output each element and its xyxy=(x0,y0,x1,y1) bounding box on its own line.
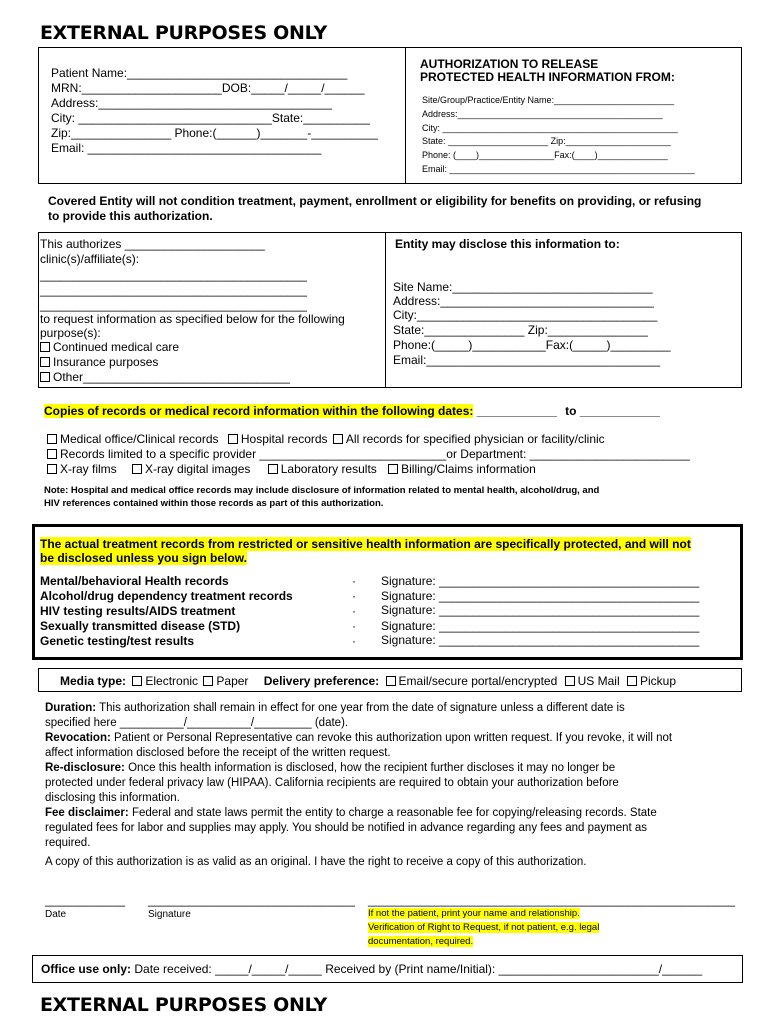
header-title-top: EXTERNAL PURPOSES ONLY xyxy=(40,22,327,44)
purpose-insurance-label: Insurance purposes xyxy=(53,355,159,369)
disclose-state-zip-field[interactable]: State:_______________ Zip:_______________ xyxy=(393,323,648,337)
purpose-continued-care[interactable] xyxy=(40,340,179,354)
checkbox-icon[interactable] xyxy=(47,434,57,444)
fee-para xyxy=(45,806,745,821)
records-row-1 xyxy=(47,432,605,446)
dates-label: Copies of records or medical record information within the following dates: xyxy=(44,404,474,418)
purpose-text-2: purpose(s): xyxy=(40,326,101,340)
purpose-other-label: Other_______________________________ xyxy=(53,370,290,384)
sensitive-signature-field[interactable] xyxy=(381,603,699,617)
disclose-title: Entity may disclose this information to: xyxy=(395,237,620,251)
bullet-icon: · xyxy=(352,589,356,603)
bullet-icon: · xyxy=(352,619,356,633)
signature-line-main[interactable]: _______________________________ xyxy=(148,893,355,907)
bullet-icon: · xyxy=(352,574,356,588)
checkbox-icon[interactable] xyxy=(132,676,142,686)
media-paper-label: Paper xyxy=(216,674,249,688)
dates-from-field[interactable]: ____________ xyxy=(476,404,557,418)
sensitive-item: Mental/behavioral Health records xyxy=(40,574,229,588)
delivery-portal-label: Email/secure portal/encrypted xyxy=(398,674,558,688)
checkbox-icon[interactable] xyxy=(565,676,575,686)
sensitive-line-2-text: be disclosed unless you sign below. xyxy=(40,551,247,565)
record-limited-label[interactable]: Records limited to a specific provider ____________________________or Department: ________________________ xyxy=(60,447,690,461)
release-title-2: PROTECTED HEALTH INFORMATION FROM: xyxy=(420,70,675,84)
patient-name-field[interactable]: Patient Name:_________________________________ xyxy=(51,66,348,80)
copy-statement: A copy of this authorization is as valid as an original. I have the right to receive a copy of this authorization. xyxy=(45,856,587,868)
records-row-3 xyxy=(47,462,536,476)
checkbox-icon[interactable] xyxy=(47,449,57,459)
disclose-city-field[interactable]: City:____________________________________ xyxy=(393,308,658,322)
checkbox-icon[interactable] xyxy=(333,434,343,444)
redisclosure-text-1: Once this health information is disclosed, how the recipient further discloses it may no longer be xyxy=(128,762,616,774)
fee-label: Fee disclaimer: xyxy=(45,807,129,819)
purpose-insurance[interactable] xyxy=(40,355,158,369)
checkbox-icon[interactable] xyxy=(47,464,57,474)
signature-note xyxy=(368,907,599,949)
date-line[interactable]: ____________ xyxy=(45,893,126,907)
disclose-site-field[interactable]: Site Name:______________________________ xyxy=(393,280,653,294)
note-line-1: Note: Hospital and medical office records may include disclosure of information related to mental health, alcohol/drug, and xyxy=(44,485,600,496)
signature-note-2: Verification of Right to Request, if not patient, e.g. legal xyxy=(368,922,600,933)
sensitive-item: HIV testing results/AIDS treatment xyxy=(40,604,236,618)
dates-row xyxy=(44,404,660,418)
purpose-text-1: to request information as specified below for the following xyxy=(40,312,345,326)
checkbox-icon[interactable] xyxy=(132,464,142,474)
signature-label: Signature: xyxy=(381,619,436,633)
duration-text-1: This authorization shall remain in effect for one year from the date of signature unless a different date is xyxy=(99,702,625,714)
disclose-email-field[interactable]: Email:___________________________________ xyxy=(393,353,660,367)
office-use-fields[interactable]: Date received: _____/_____/_____ Received by (Print name/Initial): ________________________/______ xyxy=(134,962,703,976)
affiliate-line-1[interactable]: ________________________________________ xyxy=(40,268,307,282)
delivery-preference-label: Delivery preference: xyxy=(263,674,380,688)
checkbox-icon[interactable] xyxy=(268,464,278,474)
signature-note-3: documentation, required. xyxy=(368,936,474,947)
signature-label: Signature: xyxy=(381,589,436,603)
signature-label-main: Signature xyxy=(148,909,191,920)
fee-text-3: required. xyxy=(45,837,91,849)
checkbox-icon[interactable] xyxy=(40,357,50,367)
record-medical-office-label: Medical office/Clinical records xyxy=(60,432,219,446)
record-lab-label: Laboratory results xyxy=(280,462,377,476)
release-address-field[interactable]: Address:_________________________________________ xyxy=(422,109,663,119)
sensitive-item: Genetic testing/test results xyxy=(40,634,195,648)
disclose-address-field[interactable]: Address:________________________________ xyxy=(393,294,654,308)
redisclosure-para xyxy=(45,761,745,776)
patient-address-field[interactable]: Address:___________________________________ xyxy=(51,96,332,110)
sensitive-item: Sexually transmitted disease (STD) xyxy=(40,619,241,633)
patient-release-divider xyxy=(405,47,406,184)
checkbox-icon[interactable] xyxy=(40,372,50,382)
fee-text-2: regulated fees for labor and supplies may apply. You should be notified in advance regarding any fees and payment as xyxy=(45,822,648,834)
dates-to-field[interactable]: ____________ xyxy=(579,404,660,418)
signature-label: Signature: xyxy=(381,633,436,647)
record-all-label: All records for specified physician or facility/clinic xyxy=(345,432,605,446)
media-electronic-label: Electronic xyxy=(145,674,199,688)
date-label: Date xyxy=(45,909,67,920)
release-city-field[interactable]: City: _______________________________________________ xyxy=(422,123,678,133)
header-title-bottom: EXTERNAL PURPOSES ONLY xyxy=(40,994,327,1016)
signature-label: Signature: xyxy=(381,603,436,617)
authorizes-clinic-field[interactable]: This authorizes _____________________ xyxy=(40,237,265,251)
purpose-other[interactable] xyxy=(40,370,290,384)
disclose-phone-fax-field[interactable]: Phone:(_____)___________Fax:(_____)_________ xyxy=(393,338,671,352)
sensitive-signature-field[interactable] xyxy=(381,574,699,588)
record-xray-digital-label: X-ray digital images xyxy=(145,462,251,476)
signature-line[interactable]: _______________________________________ xyxy=(439,619,700,633)
print-name-line[interactable]: _______________________________________________________ xyxy=(368,893,736,907)
authorizes-affiliates-label: clinic(s)/affiliate(s): xyxy=(40,252,140,266)
affiliate-line-3[interactable]: ________________________________________ xyxy=(40,298,307,312)
terms-block xyxy=(45,701,745,870)
signature-line[interactable]: _______________________________________ xyxy=(439,603,700,617)
bullet-icon: · xyxy=(352,634,356,648)
sensitive-item: Alcohol/drug dependency treatment records xyxy=(40,589,293,603)
records-row-2 xyxy=(47,447,690,461)
record-hospital-label: Hospital records xyxy=(240,432,328,446)
sensitive-line-2 xyxy=(40,551,247,565)
revocation-para xyxy=(45,731,745,746)
checkbox-icon[interactable] xyxy=(386,676,396,686)
revocation-label: Revocation: xyxy=(45,732,111,744)
sensitive-line-1-text: The actual treatment records from restricted or sensitive health information are specifically protected, and will not xyxy=(40,537,691,551)
duration-para xyxy=(45,701,745,716)
signature-note-1: If not the patient, print your name and relationship. xyxy=(368,908,580,919)
checkbox-icon[interactable] xyxy=(40,342,50,352)
sensitive-line-1 xyxy=(40,537,691,551)
signature-label: Signature: xyxy=(381,574,436,588)
redisclosure-label: Re-disclosure: xyxy=(45,762,125,774)
delivery-mail-label: US Mail xyxy=(577,674,620,688)
affiliate-line-2[interactable]: ________________________________________ xyxy=(40,283,307,297)
mrn-dob-field[interactable]: MRN:_____________________DOB:_____/_____/______ xyxy=(51,81,365,95)
redisclosure-text-3: disclosing this information. xyxy=(45,792,180,804)
media-row xyxy=(60,674,676,688)
media-type-label: Media type: xyxy=(60,674,127,688)
signature-line[interactable]: _______________________________________ xyxy=(439,574,700,588)
revocation-text-2: affect information disclosed before the receipt of the written request. xyxy=(45,747,391,759)
patient-zip-phone-field[interactable]: Zip:_______________ Phone:(______)_______-__________ xyxy=(51,126,378,140)
release-site-field[interactable]: Site/Group/Practice/Entity Name:________________________ xyxy=(422,95,675,105)
bullet-icon: · xyxy=(352,604,356,618)
signature-line[interactable]: _______________________________________ xyxy=(439,633,700,647)
checkbox-icon[interactable] xyxy=(203,676,213,686)
patient-city-state-field[interactable]: City: _____________________________State:__________ xyxy=(51,111,370,125)
sensitive-signature-field[interactable] xyxy=(381,589,699,603)
office-use-label: Office use only: xyxy=(41,962,132,976)
record-xray-films-label: X-ray films xyxy=(60,462,117,476)
redisclosure-text-2: protected under federal privacy law (HIPAA). California recipients are required to obtain your authorization before xyxy=(45,777,619,789)
dates-to-word: to xyxy=(565,404,577,418)
record-billing-label: Billing/Claims information xyxy=(401,462,536,476)
checkbox-icon[interactable] xyxy=(228,434,238,444)
covered-entity-line-2: to provide this authorization. xyxy=(48,209,213,223)
duration-text-2[interactable]: specified here __________/__________/_________ (date). xyxy=(45,717,349,729)
covered-entity-line-1: Covered Entity will not condition treatment, payment, enrollment or eligibility for benefits on providing, or refusing xyxy=(48,194,702,208)
purpose-continued-care-label: Continued medical care xyxy=(53,340,180,354)
delivery-pickup-label: Pickup xyxy=(639,674,676,688)
release-state-zip-field[interactable]: State: ____________________ Zip:_____________________ xyxy=(422,136,671,146)
release-phone-fax-field[interactable]: Phone: (____)_______________Fax:(____)______________ xyxy=(422,150,668,160)
note-line-2: HIV references contained within those records as part of this authorization. xyxy=(44,498,384,509)
signature-line[interactable]: _______________________________________ xyxy=(439,589,700,603)
sensitive-signature-field[interactable] xyxy=(381,633,699,647)
authorization-divider xyxy=(385,232,386,388)
patient-email-field[interactable]: Email: ___________________________________ xyxy=(51,141,322,155)
checkbox-icon[interactable] xyxy=(388,464,398,474)
duration-label: Duration: xyxy=(45,702,97,714)
checkbox-icon[interactable] xyxy=(627,676,637,686)
release-email-field[interactable]: Email: _________________________________________________ xyxy=(422,164,695,174)
fee-text-1: Federal and state laws permit the entity to charge a reasonable fee for copying/releasing records. State xyxy=(131,807,657,819)
revocation-text-1: Patient or Personal Representative can revoke this authorization upon written request. If you revoke, it will not xyxy=(114,732,673,744)
sensitive-signature-field[interactable] xyxy=(381,619,699,633)
office-use-row xyxy=(41,962,702,976)
release-title-1: AUTHORIZATION TO RELEASE xyxy=(420,57,599,71)
